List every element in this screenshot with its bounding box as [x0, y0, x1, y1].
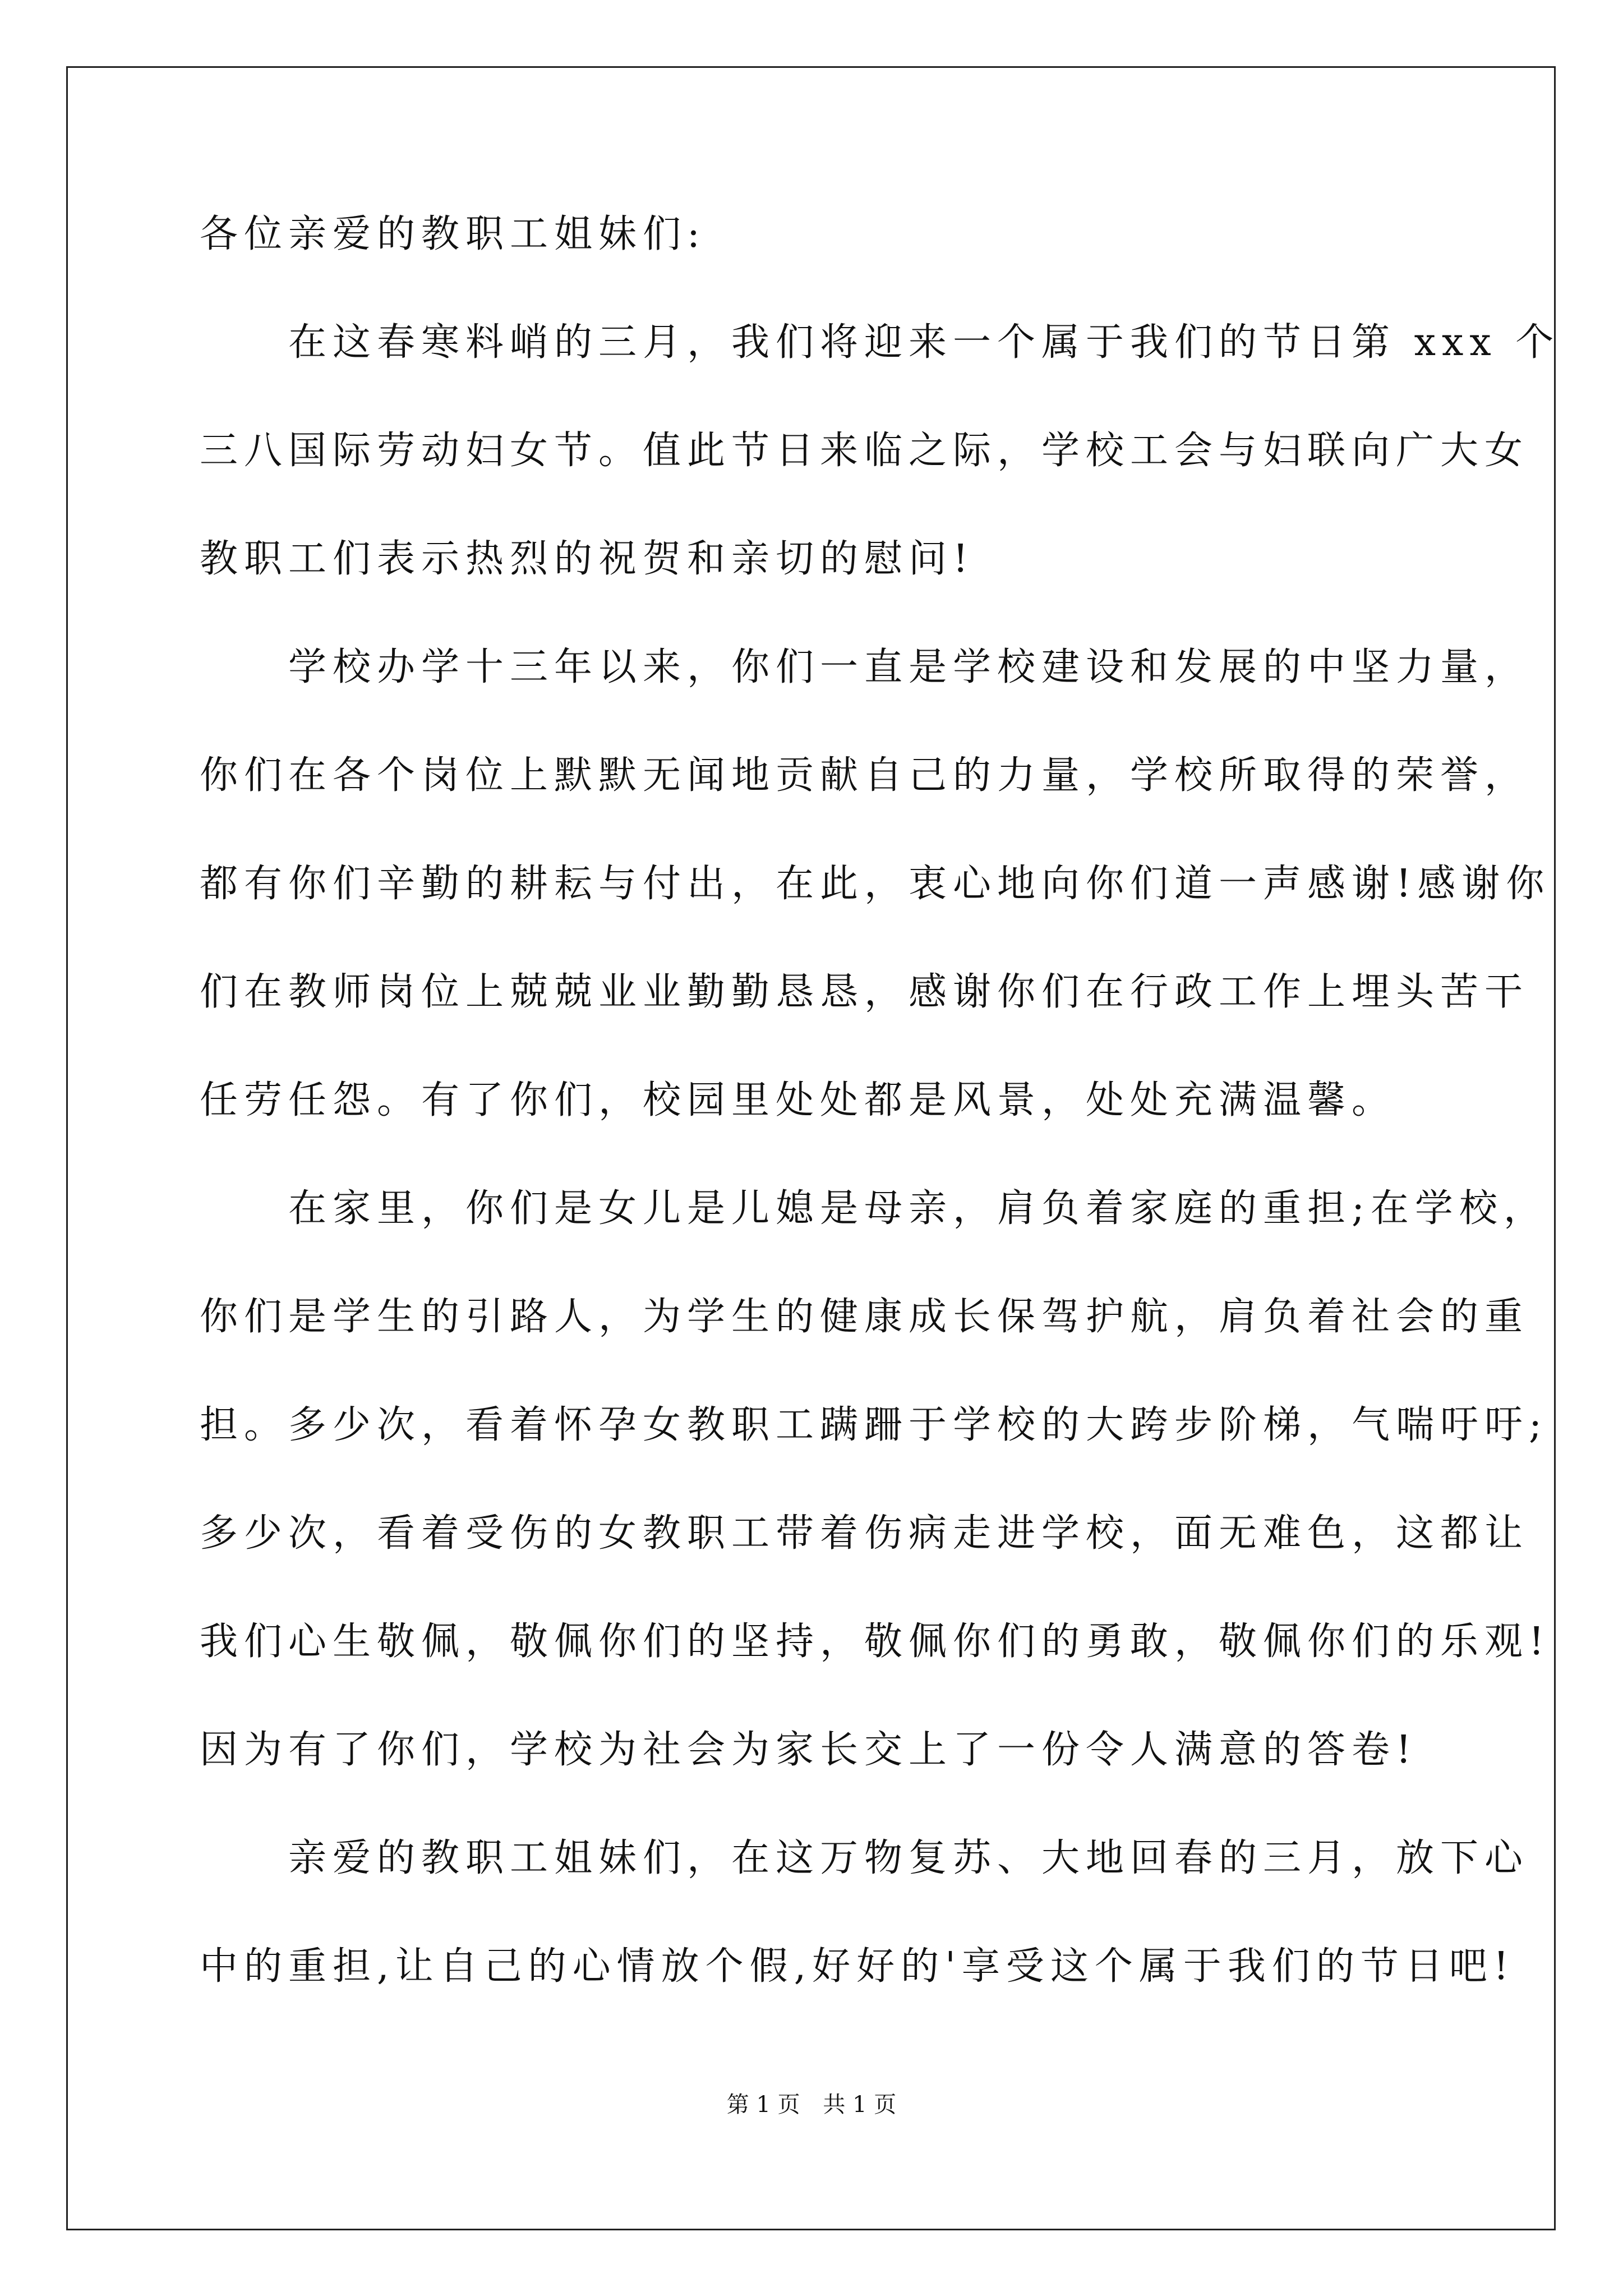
- text-line: 各位亲爱的教职工姐妹们:: [200, 212, 706, 256]
- text-line: 在家里，你们是女儿是儿媳是母亲，肩负着家庭的重担;在学校，: [200, 1186, 1548, 1231]
- letter-body: [200, 208, 1560, 2048]
- text-line: 多少次，看着受伤的女教职工带着伤病走进学校，面无难色，这都让: [200, 1511, 1529, 1556]
- text-line: 亲爱的教职工姐妹们，在这万物复苏、大地回春的三月，放下心: [200, 1836, 1529, 1880]
- text-line: 学校办学十三年以来，你们一直是学校建设和发展的中坚力量，: [200, 645, 1529, 689]
- page-number: 第 1 页: [726, 2092, 800, 2118]
- text-line: 我们心生敬佩，敬佩你们的坚持，敬佩你们的勇敢，敬佩你们的乐观!: [200, 1619, 1551, 1664]
- text-line: 任劳任怨。有了你们，校园里处处都是风景，处处充满温馨。: [200, 1078, 1396, 1122]
- text-line: 你们在各个岗位上默默无闻地贡献自己的力量，学校所取得的荣誉，: [200, 753, 1529, 798]
- text-line: 在这春寒料峭的三月，我们将迎来一个属于我们的节日第 xxx 个: [200, 320, 1560, 365]
- text-line: 担。多少次，看着怀孕女教职工蹒跚于学校的大跨步阶梯，气喘吁吁;: [200, 1403, 1548, 1447]
- text-line: 因为有了你们，学校为社会为家长交上了一份令人满意的答卷!: [200, 1728, 1418, 1772]
- text-line: 你们是学生的引路人，为学生的健康成长保驾护航，肩负着社会的重: [200, 1295, 1529, 1339]
- text-line: 教职工们表示热烈的祝贺和亲切的慰问!: [200, 537, 975, 581]
- text-line: 都有你们辛勤的耕耘与付出，在此，衷心地向你们道一声感谢!感谢你: [200, 862, 1551, 906]
- page-footer: [0, 2088, 1623, 2122]
- text-line: 们在教师岗位上兢兢业业勤勤恳恳，感谢你们在行政工作上埋头苦干: [200, 970, 1529, 1014]
- text-line: 中的重担,让自己的心情放个假,好好的'享受这个属于我们的节日吧!: [200, 1944, 1515, 1989]
- page-total: 共 1 页: [823, 2092, 897, 2118]
- text-line: 三八国际劳动妇女节。值此节日来临之际，学校工会与妇联向广大女: [200, 429, 1529, 473]
